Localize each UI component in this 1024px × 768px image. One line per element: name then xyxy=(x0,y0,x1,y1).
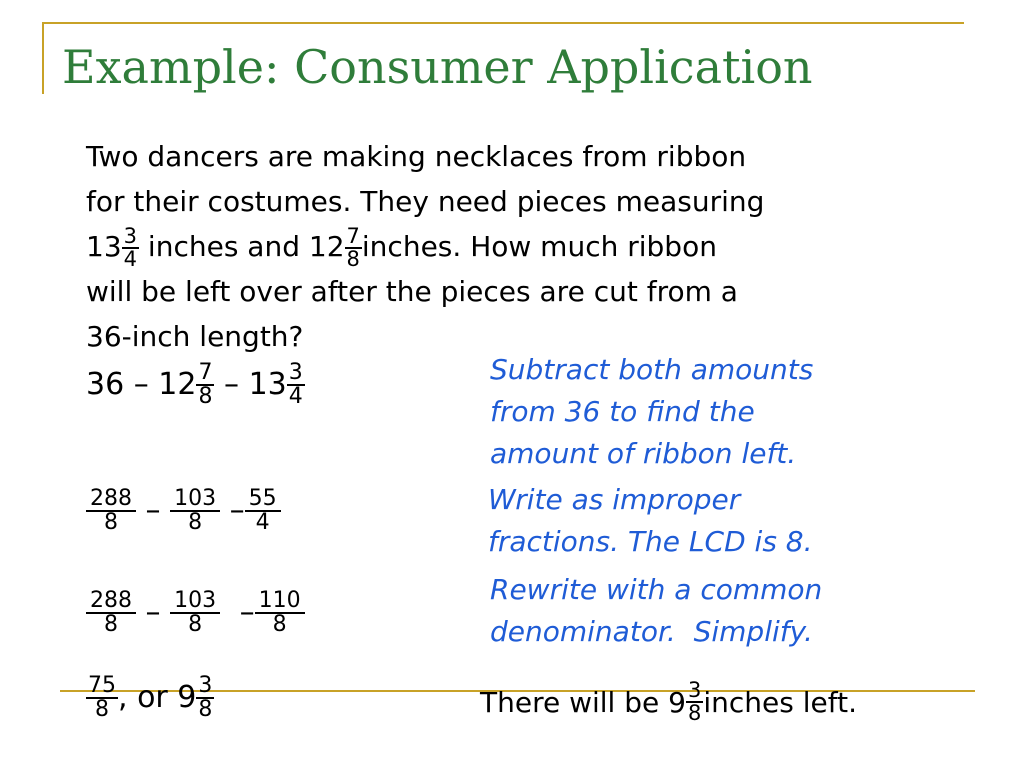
note-line: denominator. Simplify. xyxy=(490,615,813,648)
minus-sign: – xyxy=(133,367,149,402)
denominator: 4 xyxy=(123,247,138,271)
fraction xyxy=(686,680,703,724)
answer-statement xyxy=(480,680,857,724)
note-line: fractions. The LCD is 8. xyxy=(488,525,813,558)
numerator: 288 xyxy=(86,488,136,512)
numerator: 7 xyxy=(198,360,213,385)
denominator: 8 xyxy=(188,612,203,637)
fraction xyxy=(170,590,220,636)
numerator: 288 xyxy=(86,590,136,614)
numerator: 3 xyxy=(198,673,213,698)
problem-line-5: 36-inch length? xyxy=(86,320,304,353)
answer-suffix: inches left. xyxy=(703,685,857,719)
numerator: 75 xyxy=(88,673,116,698)
fraction xyxy=(86,590,136,636)
note-subtract xyxy=(490,349,813,475)
answer-prefix: There will be xyxy=(480,685,669,719)
problem-line-4: will be left over after the pieces are cut from a xyxy=(86,275,738,308)
note-line: Subtract both amounts xyxy=(490,353,814,386)
denominator: 8 xyxy=(198,384,213,409)
numerator: 3 xyxy=(123,224,138,248)
fraction xyxy=(86,488,136,534)
denominator: 8 xyxy=(95,697,109,722)
note-line: Rewrite with a common xyxy=(490,573,823,606)
step-2-expression xyxy=(86,488,281,534)
fraction xyxy=(345,226,362,270)
step-1-expression xyxy=(86,362,305,408)
note-line: amount of ribbon left. xyxy=(490,437,797,470)
minus-sign: – xyxy=(145,493,161,528)
note-common-denominator xyxy=(490,569,822,653)
fraction xyxy=(255,590,305,636)
problem-line-3 xyxy=(86,224,946,269)
mixed-number-whole: 13 xyxy=(86,230,122,263)
denominator: 8 xyxy=(272,612,287,637)
denominator: 4 xyxy=(255,510,270,535)
fraction xyxy=(170,488,220,534)
denominator: 4 xyxy=(288,384,303,409)
mixed-number-whole: 13 xyxy=(248,367,287,402)
mixed-number-whole: 12 xyxy=(158,367,197,402)
note-improper xyxy=(488,479,813,563)
numerator: 3 xyxy=(288,360,303,385)
fraction xyxy=(245,488,281,534)
denominator: 8 xyxy=(346,247,360,271)
denominator: 8 xyxy=(198,697,213,722)
numerator: 110 xyxy=(255,590,305,614)
fraction xyxy=(86,675,118,721)
problem-statement xyxy=(86,134,946,359)
denominator: 8 xyxy=(687,701,702,725)
minus-sign: – xyxy=(224,367,240,402)
numerator: 7 xyxy=(346,224,360,248)
problem-text: inches and xyxy=(147,230,309,263)
fraction xyxy=(122,226,139,270)
denominator: 8 xyxy=(104,612,118,637)
or-text: , or xyxy=(118,680,178,715)
minus-sign: – xyxy=(239,595,255,630)
minus-sign: – xyxy=(145,595,161,630)
denominator: 8 xyxy=(188,510,203,535)
note-line: Write as improper xyxy=(488,483,741,516)
mixed-number-whole: 9 xyxy=(668,685,686,719)
numerator: 103 xyxy=(170,590,220,614)
fraction xyxy=(287,362,305,408)
slide-title: Example: Consumer Application xyxy=(62,40,813,94)
note-line: from 36 to find the xyxy=(490,395,755,428)
denominator: 8 xyxy=(104,510,118,535)
mixed-number-whole: 12 xyxy=(308,230,345,263)
fraction xyxy=(196,675,214,721)
top-accent-line xyxy=(42,22,964,24)
numerator: 103 xyxy=(170,488,220,512)
minus-sign: – xyxy=(229,493,245,528)
numerator: 3 xyxy=(687,678,702,702)
problem-text: inches. How much ribbon xyxy=(361,230,717,263)
numerator: 55 xyxy=(245,488,281,512)
fraction xyxy=(196,362,214,408)
step-4-expression xyxy=(86,675,214,721)
step-3-expression xyxy=(86,590,305,636)
mixed-number-whole: 9 xyxy=(177,680,197,715)
left-accent-line xyxy=(42,22,44,94)
whole-number: 36 xyxy=(86,367,125,402)
problem-line-2: for their costumes. They need pieces measuring xyxy=(86,185,765,218)
problem-line-1: Two dancers are making necklaces from ribbon xyxy=(86,140,747,173)
